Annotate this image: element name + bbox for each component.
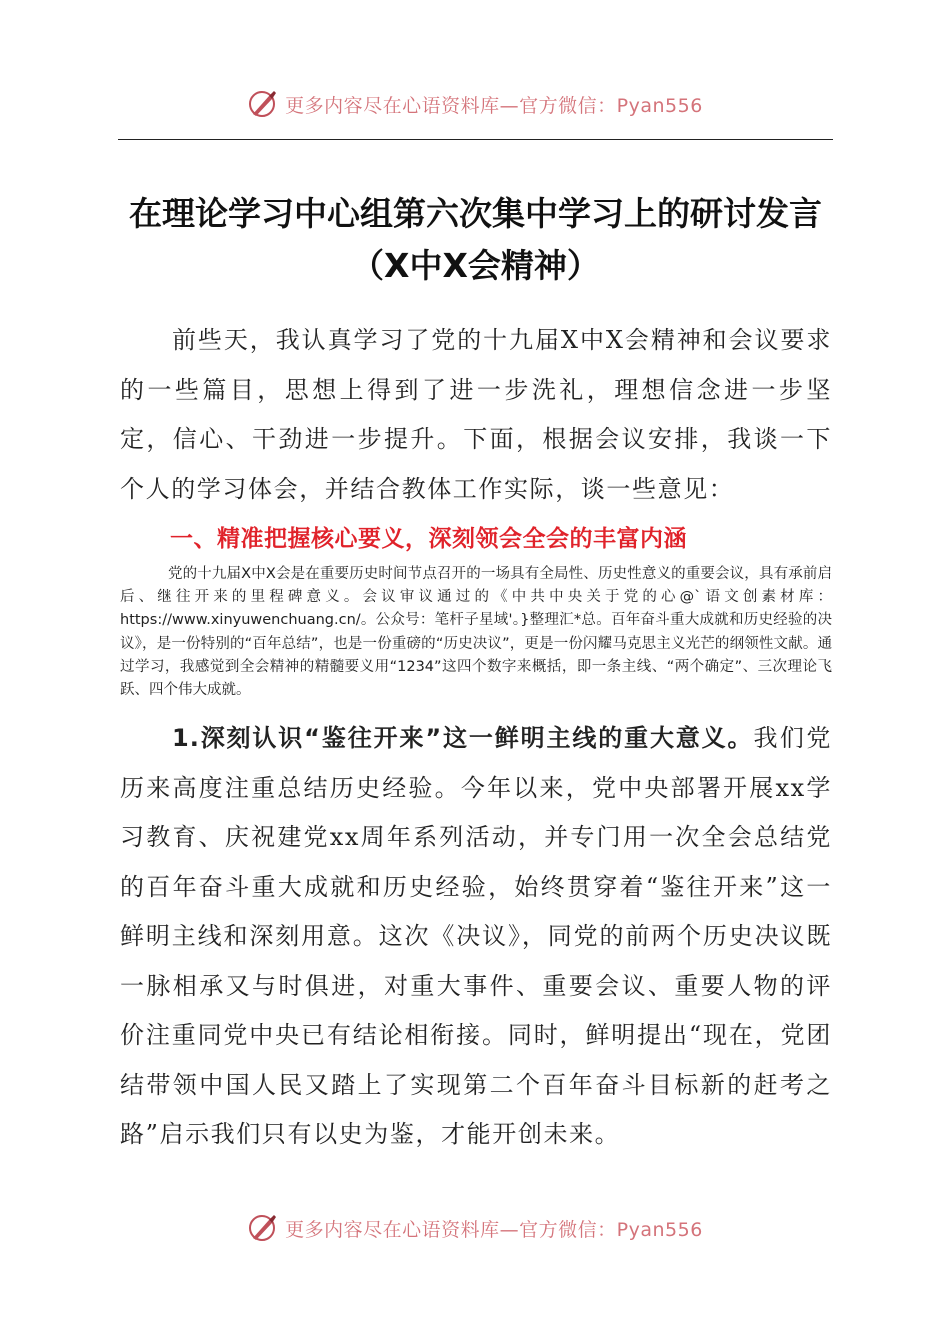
section-heading-1: 一、精准把握核心要义，深刻领会全会的丰富内涵 bbox=[170, 526, 687, 552]
pen-seal-logo-icon bbox=[247, 1212, 279, 1244]
intro-paragraph: 前些天，我认真学习了党的十九届X中X会精神和会议要求的一些篇目，思想上得到了进一步洗礼，理想信念进一步坚定，信心、干劲进一步提升。下面，根据会议安排，我谈一下个人的学习体会，并结合教体工作实际，谈一些意见： bbox=[120, 326, 832, 503]
watermark-banner-top bbox=[0, 84, 950, 124]
point1-body: 我们党历来高度注重总结历史经验。今年以来，党中央部署开展xx学习教育、庆祝建党xx周年系列活动，并专门用一次全会总结党的百年奋斗重大成就和历史经验，始终贯穿着“鉴往开来”这一鲜明主线和深刻用意。这次《决议》，同党的前两个历史决议既一脉相承又与时俱进，对重大事件、重要会议、重要人物的评价注重同党中央已有结论相衔接。同时，鲜明提出“现在，党团结带领中国人民又踏上了实现第二个百年奋斗目标新的赶考之路”启示我们只有以史为鉴，才能开创未来。 bbox=[120, 724, 832, 1148]
document-title: 在理论学习中心组第六次集中学习上的研讨发言（X中X会精神） bbox=[129, 194, 822, 285]
watermark-text: 更多内容尽在心语资料库—官方微信：Pyan556 bbox=[285, 94, 703, 117]
section1-paragraph: 党的十九届X中X会是在重要历史时间节点召开的一场具有全局性、历史性意义的重要会议，具有承前启后、继往开来的里程碑意义。会议审议通过的《中共中央关于党的心@`语文创素材库：https://www.xinyuwenchuang.cn/。公众号：笔杆子星域'。}整理汇*总。百年奋斗重大成就和历史经验的决议》，是一份特别的“百年总结”，也是一份重磅的“历史决议”，更是一份闪耀马克思主义光芒的纲领性文献。通过学习，我感觉到全会精神的精髓要义用“1234”这四个数字来概括，即一条主线、“两个确定”、三次理论飞跃、四个伟大成就。 bbox=[120, 566, 832, 699]
watermark-banner-bottom bbox=[0, 1208, 950, 1248]
watermark-text: 更多内容尽在心语资料库—官方微信：Pyan556 bbox=[285, 1218, 703, 1241]
header-divider bbox=[118, 139, 833, 140]
point1-paragraph bbox=[120, 714, 832, 1160]
pen-seal-logo-icon bbox=[247, 88, 279, 120]
point1-lead: 1.深刻认识“鉴往开来”这一鲜明主线的重大意义。 bbox=[172, 724, 754, 752]
